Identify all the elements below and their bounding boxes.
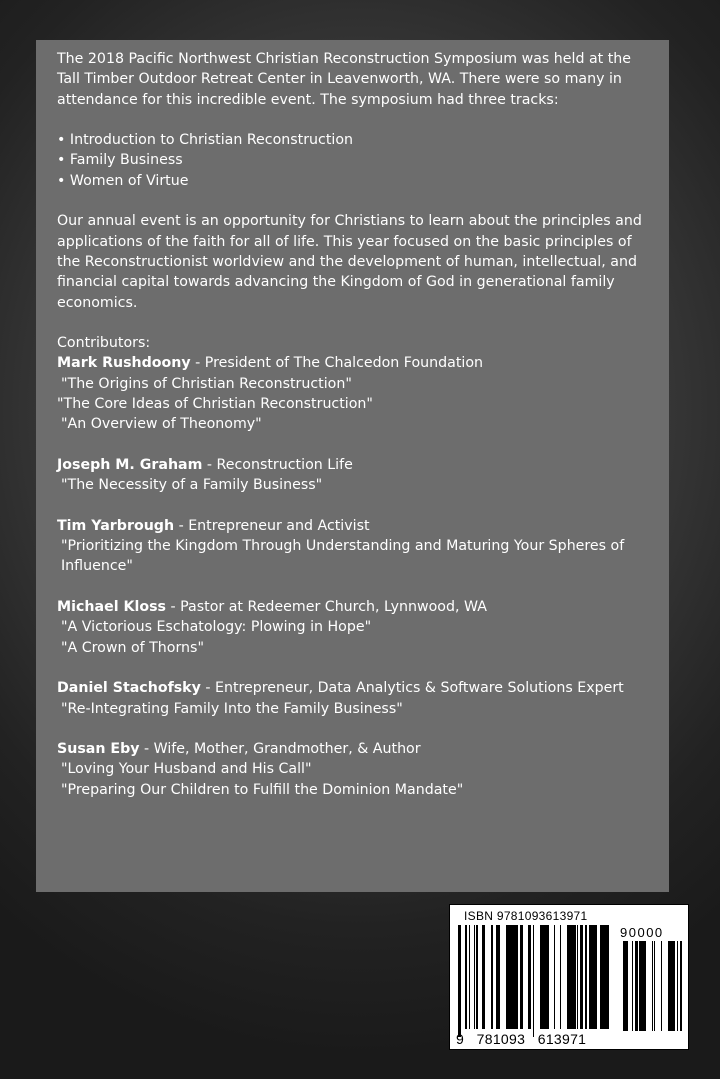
barcode-bar xyxy=(661,941,662,1031)
barcode-bar xyxy=(506,925,507,1029)
contributor-name: Susan Eby xyxy=(57,741,140,758)
barcode-bar xyxy=(533,925,534,1037)
barcode-bar xyxy=(577,925,578,1029)
contributor-role: - Pastor at Redeemer Church, Lynnwood, WA xyxy=(165,599,487,616)
barcode-bar xyxy=(642,941,644,1031)
barcode-bar xyxy=(560,925,561,1029)
barcode-bar xyxy=(585,925,587,1029)
barcode-bar xyxy=(507,925,510,1029)
barcode-bar xyxy=(572,925,573,1029)
barcode-bar xyxy=(607,925,609,1029)
barcode-bar xyxy=(640,941,642,1031)
contributor xyxy=(57,739,649,800)
barcode-bar xyxy=(540,925,542,1029)
contributor-name: Michael Kloss xyxy=(57,599,166,616)
addon-barcode-bars xyxy=(616,941,682,1031)
barcode-bar xyxy=(627,941,628,1031)
addon-number: 90000 xyxy=(620,925,664,940)
barcode-bar xyxy=(542,925,544,1029)
barcode-bar xyxy=(522,925,523,1029)
contributor xyxy=(57,678,649,719)
barcode-bars xyxy=(458,925,612,1037)
barcode-bar xyxy=(635,941,637,1031)
contributors-heading: Contributors: xyxy=(57,335,151,352)
contributor-role: - Entrepreneur and Activist xyxy=(174,517,370,534)
barcode-bar xyxy=(580,925,583,1029)
barcode-bar xyxy=(520,925,522,1029)
contributor-role: - Wife, Mother, Grandmother, & Author xyxy=(139,741,421,758)
barcode-bar xyxy=(637,941,638,1031)
isbn-digits: 9 781093 613971 xyxy=(456,1031,587,1047)
intro-paragraph: The 2018 Pacific Northwest Christian Reconstruction Symposium was held at the Tall Timber Outdoor Retreat Center in Leavenworth, WA. There were so many in attendance for this incredible event. The symposium had three tracks: xyxy=(57,51,632,108)
barcode-bar xyxy=(516,925,518,1029)
isbn-barcode xyxy=(449,904,689,1050)
barcode-bar xyxy=(573,925,576,1029)
barcode-bar xyxy=(496,925,498,1029)
contributor xyxy=(57,455,649,496)
track-item: • Introduction to Christian Reconstruction xyxy=(57,130,649,150)
barcode-bar xyxy=(510,925,513,1029)
talk-title: "The Core Ideas of Christian Reconstruction" xyxy=(57,396,373,413)
barcode-bar xyxy=(476,925,477,1029)
talk-title: "A Victorious Eschatology: Plowing in Hope" xyxy=(61,619,372,636)
track-item: • Women of Virtue xyxy=(57,171,649,191)
contributor-role: - Entrepreneur, Data Analytics & Software Solutions Expert xyxy=(200,680,624,697)
barcode-bar xyxy=(529,925,531,1029)
barcode-bar xyxy=(652,941,653,1031)
track-item: • Family Business xyxy=(57,150,649,170)
barcode-bar xyxy=(600,925,602,1029)
barcode-bar xyxy=(602,925,605,1029)
barcode-bar xyxy=(458,925,461,1037)
barcode-bar xyxy=(477,925,478,1029)
barcode-bar xyxy=(474,925,475,1029)
isbn-label: ISBN 9781093613971 xyxy=(464,909,588,923)
contributor-role: - Reconstruction Life xyxy=(202,456,353,473)
barcode-bar xyxy=(680,941,682,1031)
barcode-bar xyxy=(546,925,547,1029)
barcode-bar xyxy=(482,925,485,1029)
barcode-bar xyxy=(589,925,590,1029)
barcode-bar xyxy=(605,925,607,1029)
talk-title: "Prioritizing the Kingdom Through Understanding and Maturing Your Spheres of Influence" xyxy=(61,538,625,575)
annual-paragraph: Our annual event is an opportunity for Christians to learn about the principles and applications of the faith for all of life. This year focused on the basic principles of the Reconstructionist worldview and the development of human, intellectual, and financial capital towards advancing the Kingdom of God in generational family economics. xyxy=(57,213,642,311)
contributor xyxy=(57,597,649,658)
contributor-name: Joseph M. Graham xyxy=(57,456,203,473)
barcode-bar xyxy=(491,925,493,1029)
contributor-name: Daniel Stachofsky xyxy=(57,680,201,697)
contributor-name: Mark Rushdoony xyxy=(57,355,191,372)
contributor xyxy=(57,516,649,577)
barcode-bar xyxy=(570,925,572,1029)
contributor xyxy=(57,353,649,434)
barcode-bar xyxy=(498,925,500,1029)
barcode-bar xyxy=(668,941,671,1031)
barcode-bar xyxy=(545,925,546,1029)
talk-title: "Preparing Our Children to Fulfill the Dominion Mandate" xyxy=(61,781,464,798)
contributor-role: - President of The Chalcedon Foundation xyxy=(190,355,483,372)
barcode-bar xyxy=(677,941,678,1031)
barcode-bar xyxy=(623,941,625,1031)
barcode-bar xyxy=(654,941,655,1031)
barcode-bar xyxy=(528,925,529,1029)
barcode-bar xyxy=(513,925,516,1029)
barcode-bar xyxy=(465,925,467,1029)
barcode-bar xyxy=(625,941,627,1031)
barcode-bar xyxy=(671,941,672,1031)
talk-title: "The Origins of Christian Reconstruction" xyxy=(61,375,352,392)
barcode-bar xyxy=(672,941,675,1031)
barcode-bar xyxy=(632,941,633,1031)
barcode-bar xyxy=(469,925,470,1029)
barcode-bar xyxy=(544,925,545,1029)
talk-title: "Loving Your Husband and His Call" xyxy=(61,761,312,778)
barcode-bar xyxy=(592,925,595,1029)
description-panel xyxy=(36,40,669,892)
barcode-bar xyxy=(547,925,549,1029)
barcode-bar xyxy=(567,925,570,1029)
barcode-bar xyxy=(639,941,640,1031)
barcode-bar xyxy=(644,941,646,1031)
talk-title: "A Crown of Thorns" xyxy=(61,639,204,656)
contributor-name: Tim Yarbrough xyxy=(57,517,175,534)
talk-title: "An Overview of Theonomy" xyxy=(61,416,262,433)
tracks-list xyxy=(57,130,649,191)
talk-title: "The Necessity of a Family Business" xyxy=(61,477,323,494)
barcode-bar xyxy=(595,925,597,1029)
talk-title: "Re-Integrating Family Into the Family Business" xyxy=(61,700,403,717)
barcode-bar xyxy=(554,925,555,1029)
barcode-bar xyxy=(590,925,592,1029)
